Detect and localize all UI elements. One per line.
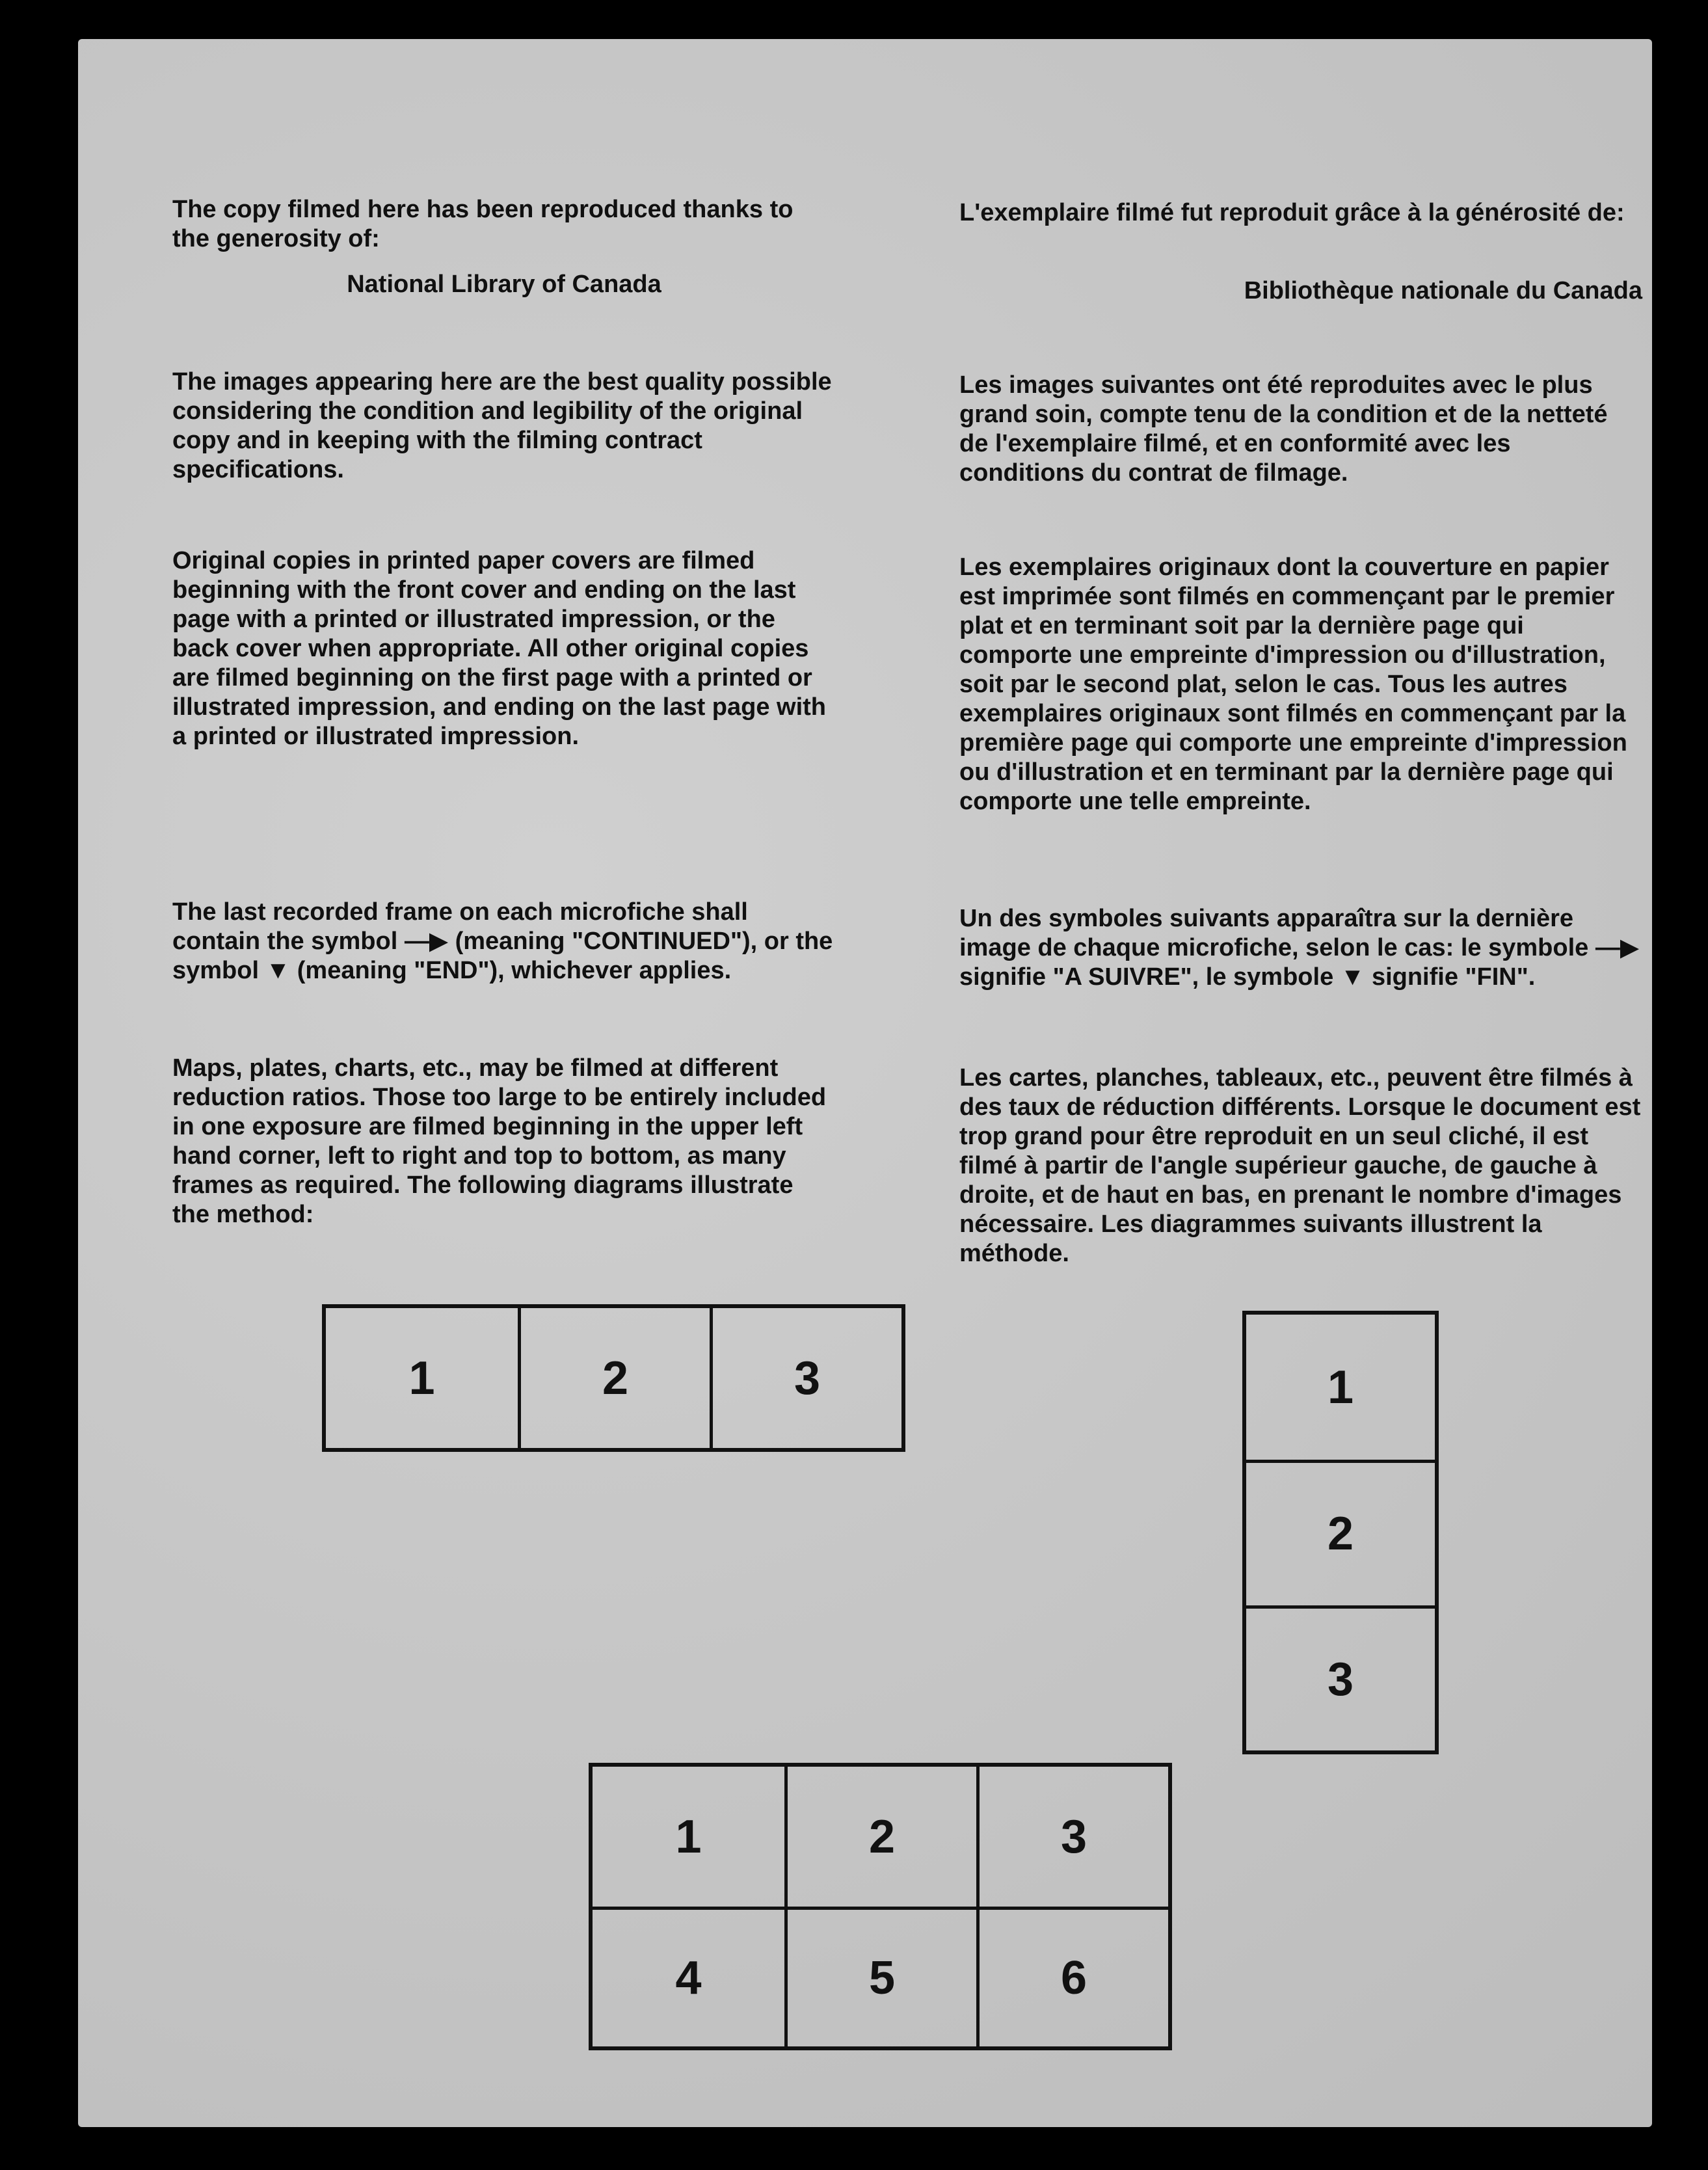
diagram-vertical-frames xyxy=(1242,1311,1439,1754)
frame-cell: 2 xyxy=(784,1767,976,1907)
frame-cell: 2 xyxy=(518,1308,710,1448)
french-symbols-note: Un des symboles suivants apparaîtra sur la dernière image de chaque microfiche, selon le cas: le symbole —▶ signifie "A SUIVRE", le symbole ▼ signifie "FIN". xyxy=(959,905,1640,991)
french-quality-note: Les images suivantes ont été reproduites avec le plus grand soin, compte tenu de la condition et de la netteté de l'exemplaire filmé, et en conformité avec les conditions du contrat de filmage. xyxy=(959,371,1608,487)
english-quality-note: The images appearing here are the best quality possible considering the condition and legibility of the original copy and in keeping with the filming contract specifications. xyxy=(172,368,832,483)
diagram-horizontal-frames xyxy=(322,1304,905,1452)
english-institution: National Library of Canada xyxy=(347,271,661,298)
frame-cell: 1 xyxy=(675,1810,702,1863)
filmed-page xyxy=(78,39,1652,2127)
frame-cell: 3 xyxy=(1246,1605,1435,1750)
frame-cell: 5 xyxy=(784,1907,976,2046)
french-intro: L'exemplaire filmé fut reproduit grâce à la générosité de: xyxy=(959,199,1625,226)
french-originals-note: Les exemplaires originaux dont la couverture en papier est imprimée sont filmés en commençant par le premier plat et en terminant soit par la dernière page qui comporte une empreinte d'impression ou d'illustration, soit par le second plat, selon le cas. Tous les autres exemplaires originaux sont filmés en commençant par la première page qui comporte une empreinte d'impression ou d'illustration et en terminant par la dernière page qui comporte une telle empreinte. xyxy=(959,554,1627,815)
french-institution: Bibliothèque nationale du Canada xyxy=(1244,277,1642,304)
frame-cell: 2 xyxy=(1246,1460,1435,1605)
french-maps-note: Les cartes, planches, tableaux, etc., peuvent être filmés à des taux de réduction différents. Lorsque le document est trop grand pour être reproduit en un seul cliché, il est filmé à partir de l'angle supérieur gauche, de gauche à droite, et de haut en bas, en prenant le nombre d'images nécessaire. Les diagrammes suivants illustrent la méthode. xyxy=(959,1064,1641,1267)
english-symbols-note: The last recorded frame on each microfiche shall contain the symbol —▶ (meaning "CONTINUED"), or the symbol ▼ (meaning "END"), whichever applies. xyxy=(172,898,833,984)
diagram-grid-frames xyxy=(589,1763,1172,2050)
frame-cell: 3 xyxy=(976,1767,1168,1907)
english-maps-note: Maps, plates, charts, etc., may be filmed at different reduction ratios. Those too large to be entirely included in one exposure are filmed beginning in the upper left hand corner, left to right and top to bottom, as many frames as required. The following diagrams illustrate the method: xyxy=(172,1054,827,1228)
frame-cell: 4 xyxy=(593,1907,784,2046)
english-intro: The copy filmed here has been reproduced thanks to the generosity of: xyxy=(172,196,794,252)
frame-cell: 3 xyxy=(710,1308,901,1448)
english-originals-note: Original copies in printed paper covers are filmed beginning with the front cover and ending on the last page with a printed or illustrated impression, or the back cover when appropriate. All other original copies are filmed beginning on the first page with a printed or illustrated impression, and ending on the last page with a printed or illustrated impression. xyxy=(172,547,827,750)
frame-cell: 1 xyxy=(408,1352,435,1404)
frame-cell: 6 xyxy=(976,1907,1168,2046)
frame-cell: 1 xyxy=(1327,1361,1354,1413)
